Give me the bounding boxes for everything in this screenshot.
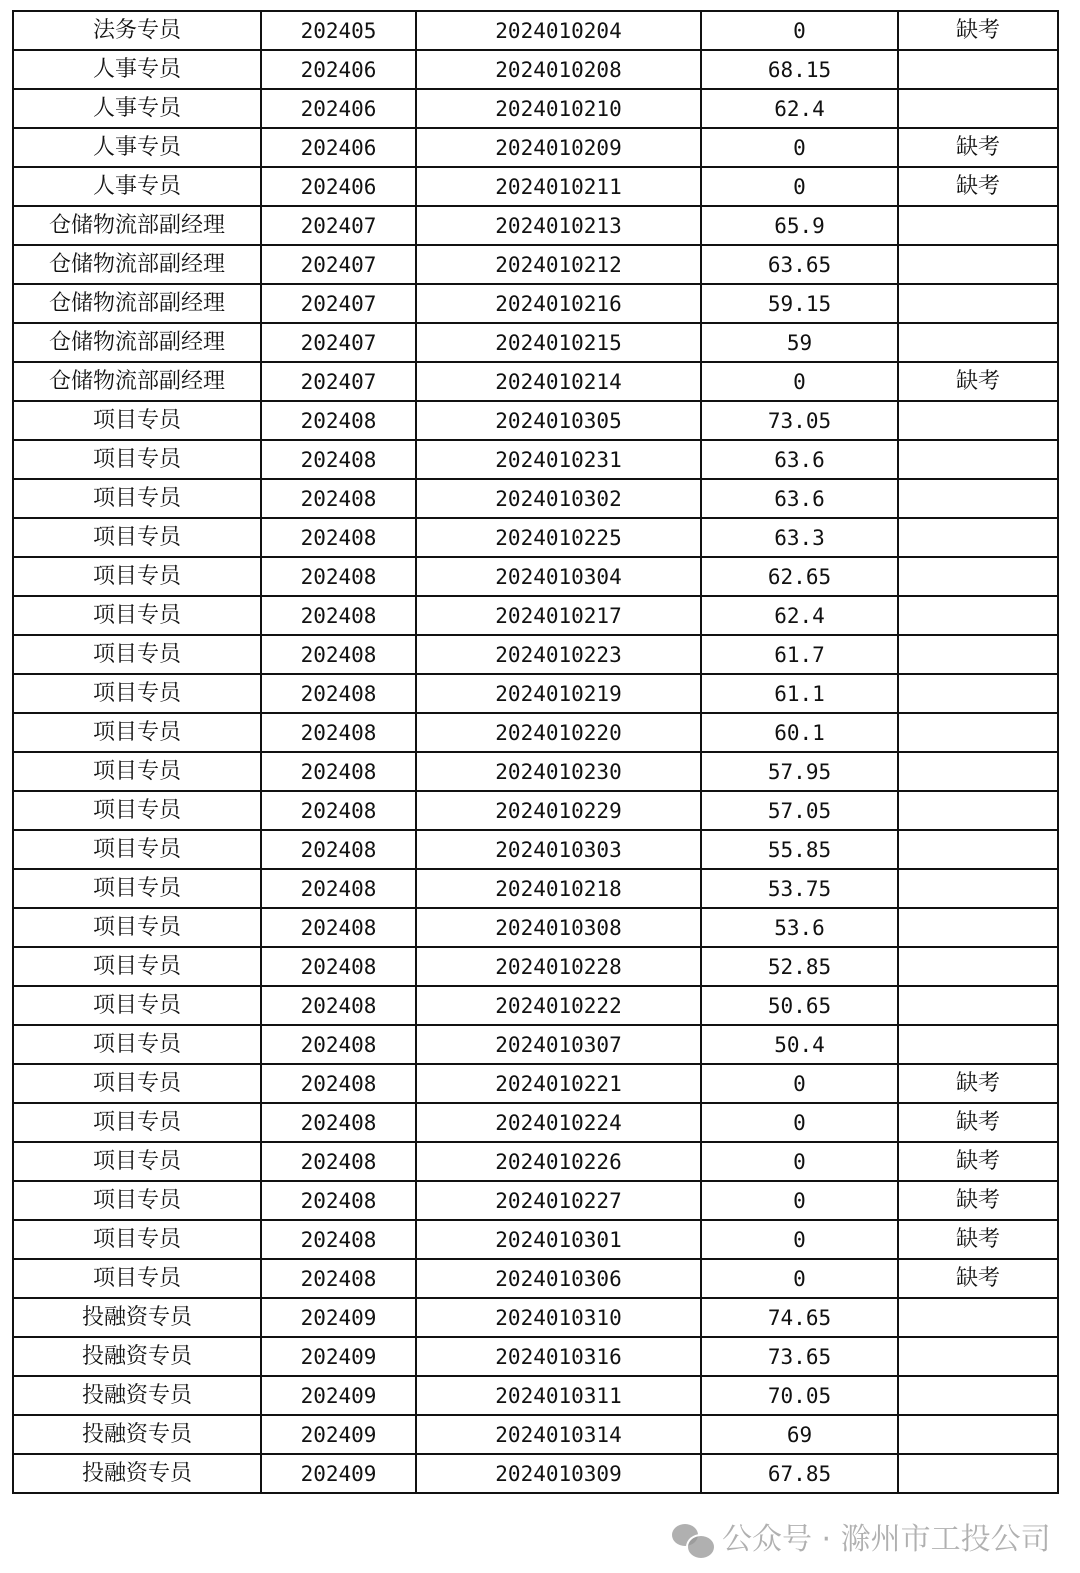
position-code-cell: 202408	[261, 752, 416, 791]
score-cell: 55.85	[701, 830, 898, 869]
position-code-cell: 202408	[261, 635, 416, 674]
table-row	[13, 635, 1058, 674]
table-row	[13, 674, 1058, 713]
table-row	[13, 323, 1058, 362]
remark-cell	[898, 557, 1058, 596]
table-row	[13, 11, 1058, 50]
position-code-cell: 202408	[261, 791, 416, 830]
remark-cell: 缺考	[898, 1142, 1058, 1181]
remark-cell	[898, 713, 1058, 752]
table-row	[13, 791, 1058, 830]
score-cell: 69	[701, 1415, 898, 1454]
position-cell: 项目专员	[13, 479, 261, 518]
position-cell: 项目专员	[13, 635, 261, 674]
position-cell: 人事专员	[13, 89, 261, 128]
score-cell: 70.05	[701, 1376, 898, 1415]
position-code-cell: 202408	[261, 518, 416, 557]
table-row	[13, 1376, 1058, 1415]
score-cell: 63.3	[701, 518, 898, 557]
position-cell: 项目专员	[13, 791, 261, 830]
table-row	[13, 1142, 1058, 1181]
position-code-cell: 202408	[261, 947, 416, 986]
exam-id-cell: 2024010301	[416, 1220, 701, 1259]
exam-id-cell: 2024010213	[416, 206, 701, 245]
score-cell: 57.05	[701, 791, 898, 830]
remark-cell	[898, 89, 1058, 128]
position-cell: 项目专员	[13, 440, 261, 479]
position-cell: 项目专员	[13, 1103, 261, 1142]
exam-id-cell: 2024010308	[416, 908, 701, 947]
remark-cell	[898, 596, 1058, 635]
position-code-cell: 202406	[261, 128, 416, 167]
position-cell: 项目专员	[13, 1259, 261, 1298]
table-row	[13, 869, 1058, 908]
score-cell: 59.15	[701, 284, 898, 323]
position-cell: 项目专员	[13, 401, 261, 440]
position-cell: 项目专员	[13, 713, 261, 752]
score-cell: 61.1	[701, 674, 898, 713]
table-row	[13, 206, 1058, 245]
position-code-cell: 202408	[261, 674, 416, 713]
table-row	[13, 362, 1058, 401]
table-row	[13, 1337, 1058, 1376]
table-row	[13, 50, 1058, 89]
exam-id-cell: 2024010208	[416, 50, 701, 89]
remark-cell	[898, 1298, 1058, 1337]
exam-id-cell: 2024010231	[416, 440, 701, 479]
exam-id-cell: 2024010223	[416, 635, 701, 674]
position-code-cell: 202408	[261, 1220, 416, 1259]
position-code-cell: 202408	[261, 830, 416, 869]
position-code-cell: 202407	[261, 284, 416, 323]
position-cell: 仓储物流部副经理	[13, 206, 261, 245]
exam-id-cell: 2024010228	[416, 947, 701, 986]
position-cell: 项目专员	[13, 1064, 261, 1103]
score-cell: 74.65	[701, 1298, 898, 1337]
position-code-cell: 202409	[261, 1337, 416, 1376]
score-cell: 60.1	[701, 713, 898, 752]
table-row	[13, 1025, 1058, 1064]
position-cell: 仓储物流部副经理	[13, 323, 261, 362]
remark-cell	[898, 440, 1058, 479]
remark-cell	[898, 245, 1058, 284]
score-cell: 57.95	[701, 752, 898, 791]
exam-id-cell: 2024010215	[416, 323, 701, 362]
exam-id-cell: 2024010204	[416, 11, 701, 50]
exam-id-cell: 2024010224	[416, 1103, 701, 1142]
table-row	[13, 908, 1058, 947]
score-table-body	[13, 11, 1058, 1493]
position-cell: 法务专员	[13, 11, 261, 50]
position-cell: 仓储物流部副经理	[13, 362, 261, 401]
exam-id-cell: 2024010229	[416, 791, 701, 830]
remark-cell	[898, 479, 1058, 518]
position-code-cell: 202407	[261, 245, 416, 284]
table-row	[13, 245, 1058, 284]
table-row	[13, 1298, 1058, 1337]
position-cell: 项目专员	[13, 752, 261, 791]
remark-cell: 缺考	[898, 11, 1058, 50]
position-code-cell: 202409	[261, 1415, 416, 1454]
remark-cell	[898, 323, 1058, 362]
position-cell: 项目专员	[13, 947, 261, 986]
table-row	[13, 752, 1058, 791]
score-cell: 0	[701, 1103, 898, 1142]
position-cell: 项目专员	[13, 1220, 261, 1259]
exam-id-cell: 2024010211	[416, 167, 701, 206]
remark-cell	[898, 518, 1058, 557]
table-row	[13, 1454, 1058, 1493]
remark-cell	[898, 908, 1058, 947]
wechat-icon	[672, 1524, 712, 1556]
table-row	[13, 518, 1058, 557]
score-cell: 73.05	[701, 401, 898, 440]
remark-cell	[898, 635, 1058, 674]
exam-id-cell: 2024010210	[416, 89, 701, 128]
position-code-cell: 202409	[261, 1376, 416, 1415]
score-cell: 50.65	[701, 986, 898, 1025]
remark-cell: 缺考	[898, 1220, 1058, 1259]
position-cell: 项目专员	[13, 596, 261, 635]
score-cell: 0	[701, 1181, 898, 1220]
score-cell: 63.6	[701, 479, 898, 518]
position-code-cell: 202408	[261, 401, 416, 440]
remark-cell	[898, 206, 1058, 245]
position-cell: 项目专员	[13, 830, 261, 869]
score-cell: 53.6	[701, 908, 898, 947]
score-cell: 61.7	[701, 635, 898, 674]
position-code-cell: 202408	[261, 1181, 416, 1220]
exam-id-cell: 2024010214	[416, 362, 701, 401]
position-code-cell: 202406	[261, 89, 416, 128]
score-cell: 0	[701, 11, 898, 50]
table-row	[13, 1415, 1058, 1454]
remark-cell	[898, 869, 1058, 908]
remark-cell	[898, 401, 1058, 440]
table-row	[13, 830, 1058, 869]
score-cell: 0	[701, 1142, 898, 1181]
position-cell: 投融资专员	[13, 1337, 261, 1376]
position-code-cell: 202408	[261, 713, 416, 752]
score-cell: 50.4	[701, 1025, 898, 1064]
exam-id-cell: 2024010303	[416, 830, 701, 869]
exam-id-cell: 2024010225	[416, 518, 701, 557]
exam-id-cell: 2024010305	[416, 401, 701, 440]
position-code-cell: 202409	[261, 1298, 416, 1337]
remark-cell	[898, 1376, 1058, 1415]
remark-cell: 缺考	[898, 1259, 1058, 1298]
remark-cell	[898, 752, 1058, 791]
position-cell: 投融资专员	[13, 1415, 261, 1454]
exam-id-cell: 2024010311	[416, 1376, 701, 1415]
score-cell: 63.6	[701, 440, 898, 479]
score-cell: 53.75	[701, 869, 898, 908]
remark-cell: 缺考	[898, 1064, 1058, 1103]
score-cell: 63.65	[701, 245, 898, 284]
position-cell: 项目专员	[13, 557, 261, 596]
exam-id-cell: 2024010314	[416, 1415, 701, 1454]
table-row	[13, 89, 1058, 128]
exam-id-cell: 2024010310	[416, 1298, 701, 1337]
exam-id-cell: 2024010306	[416, 1259, 701, 1298]
position-cell: 项目专员	[13, 1025, 261, 1064]
remark-cell	[898, 791, 1058, 830]
remark-cell: 缺考	[898, 1103, 1058, 1142]
table-row	[13, 167, 1058, 206]
table-row	[13, 1259, 1058, 1298]
position-code-cell: 202408	[261, 1142, 416, 1181]
table-row	[13, 479, 1058, 518]
table-row	[13, 713, 1058, 752]
score-cell: 0	[701, 167, 898, 206]
exam-id-cell: 2024010221	[416, 1064, 701, 1103]
position-cell: 项目专员	[13, 674, 261, 713]
remark-cell	[898, 50, 1058, 89]
watermark-text: 公众号 · 滁州市工投公司	[722, 1522, 1051, 1557]
position-code-cell: 202407	[261, 206, 416, 245]
exam-id-cell: 2024010304	[416, 557, 701, 596]
score-cell: 59	[701, 323, 898, 362]
exam-id-cell: 2024010227	[416, 1181, 701, 1220]
position-cell: 人事专员	[13, 128, 261, 167]
score-cell: 62.65	[701, 557, 898, 596]
score-cell: 0	[701, 1064, 898, 1103]
remark-cell	[898, 830, 1058, 869]
position-cell: 投融资专员	[13, 1454, 261, 1493]
remark-cell	[898, 674, 1058, 713]
exam-id-cell: 2024010209	[416, 128, 701, 167]
score-cell: 0	[701, 1220, 898, 1259]
exam-id-cell: 2024010307	[416, 1025, 701, 1064]
position-cell: 仓储物流部副经理	[13, 245, 261, 284]
exam-id-cell: 2024010220	[416, 713, 701, 752]
table-row	[13, 596, 1058, 635]
position-code-cell: 202406	[261, 167, 416, 206]
exam-id-cell: 2024010309	[416, 1454, 701, 1493]
remark-cell	[898, 284, 1058, 323]
position-code-cell: 202408	[261, 1103, 416, 1142]
score-cell: 0	[701, 1259, 898, 1298]
exam-id-cell: 2024010222	[416, 986, 701, 1025]
exam-id-cell: 2024010218	[416, 869, 701, 908]
exam-id-cell: 2024010302	[416, 479, 701, 518]
position-code-cell: 202408	[261, 596, 416, 635]
position-code-cell: 202408	[261, 440, 416, 479]
score-cell: 68.15	[701, 50, 898, 89]
score-cell: 73.65	[701, 1337, 898, 1376]
position-code-cell: 202408	[261, 986, 416, 1025]
position-code-cell: 202406	[261, 50, 416, 89]
position-cell: 投融资专员	[13, 1376, 261, 1415]
exam-id-cell: 2024010216	[416, 284, 701, 323]
score-cell: 62.4	[701, 89, 898, 128]
position-cell: 项目专员	[13, 518, 261, 557]
remark-cell	[898, 1415, 1058, 1454]
table-row	[13, 1220, 1058, 1259]
position-cell: 投融资专员	[13, 1298, 261, 1337]
exam-score-table	[12, 10, 1059, 1494]
remark-cell: 缺考	[898, 128, 1058, 167]
position-cell: 人事专员	[13, 167, 261, 206]
exam-id-cell: 2024010316	[416, 1337, 701, 1376]
table-row	[13, 1103, 1058, 1142]
position-code-cell: 202408	[261, 1259, 416, 1298]
position-cell: 项目专员	[13, 1142, 261, 1181]
position-cell: 项目专员	[13, 986, 261, 1025]
position-cell: 项目专员	[13, 869, 261, 908]
table-row	[13, 440, 1058, 479]
position-code-cell: 202408	[261, 869, 416, 908]
score-cell: 0	[701, 362, 898, 401]
score-cell: 65.9	[701, 206, 898, 245]
position-code-cell: 202407	[261, 362, 416, 401]
score-cell: 52.85	[701, 947, 898, 986]
position-code-cell: 202408	[261, 908, 416, 947]
exam-id-cell: 2024010212	[416, 245, 701, 284]
position-code-cell: 202405	[261, 11, 416, 50]
remark-cell	[898, 947, 1058, 986]
exam-id-cell: 2024010219	[416, 674, 701, 713]
exam-id-cell: 2024010217	[416, 596, 701, 635]
score-cell: 67.85	[701, 1454, 898, 1493]
remark-cell	[898, 986, 1058, 1025]
table-row	[13, 1181, 1058, 1220]
watermark	[672, 1522, 1051, 1558]
remark-cell	[898, 1337, 1058, 1376]
table-row	[13, 557, 1058, 596]
position-code-cell: 202408	[261, 1025, 416, 1064]
remark-cell	[898, 1025, 1058, 1064]
position-cell: 项目专员	[13, 908, 261, 947]
table-row	[13, 128, 1058, 167]
table-row	[13, 947, 1058, 986]
position-code-cell: 202408	[261, 557, 416, 596]
score-cell: 62.4	[701, 596, 898, 635]
position-code-cell: 202408	[261, 479, 416, 518]
score-cell: 0	[701, 128, 898, 167]
remark-cell: 缺考	[898, 167, 1058, 206]
exam-id-cell: 2024010230	[416, 752, 701, 791]
position-cell: 仓储物流部副经理	[13, 284, 261, 323]
remark-cell: 缺考	[898, 362, 1058, 401]
position-cell: 项目专员	[13, 1181, 261, 1220]
remark-cell: 缺考	[898, 1181, 1058, 1220]
table-row	[13, 401, 1058, 440]
table-row	[13, 986, 1058, 1025]
remark-cell	[898, 1454, 1058, 1493]
position-code-cell: 202409	[261, 1454, 416, 1493]
table-row	[13, 284, 1058, 323]
position-cell: 人事专员	[13, 50, 261, 89]
position-code-cell: 202407	[261, 323, 416, 362]
table-row	[13, 1064, 1058, 1103]
exam-id-cell: 2024010226	[416, 1142, 701, 1181]
position-code-cell: 202408	[261, 1064, 416, 1103]
